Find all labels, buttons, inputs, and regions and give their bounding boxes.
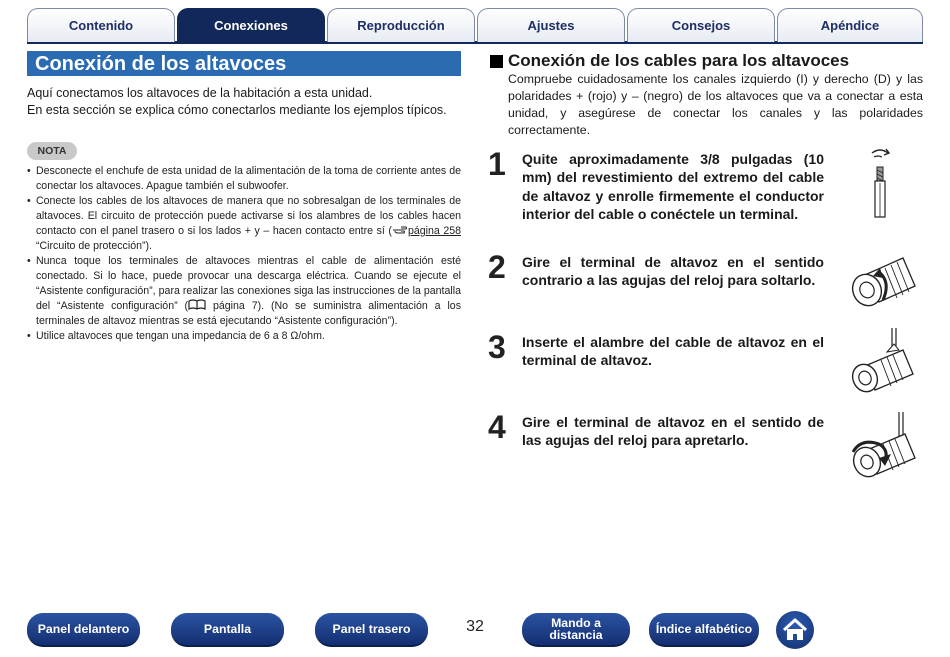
tab-conexiones[interactable]: Conexiones [177, 8, 325, 42]
nav-pantalla[interactable]: Pantalla [171, 613, 284, 647]
nota-item [27, 254, 461, 329]
step-text: Gire el terminal de altavoz en el sentido contrario a las agujas del reloj para soltarlo. [522, 254, 824, 289]
nota-text: Desconecte el enchufe de esta unidad de la alimentación de la toma de corriente antes de conectar los altavoces. Apague también el subwoofer. [36, 165, 461, 192]
terminal-insert-icon [847, 328, 917, 394]
page-link[interactable]: página 258 [407, 225, 462, 237]
nota-text: Utilice altavoces que tengan una impedancia de 6 a 8 Ω/ohm. [36, 330, 325, 342]
cables-description: Compruebe cuidadosamente los canales izquierdo (I) y derecho (D) y las polaridades + (rojo) y – (negro) de los altavoces que va a conectar a esta unidad, y asegúrese de conectar los canales y las polaridades correctamente. [508, 72, 923, 137]
chapter-tabs [27, 8, 923, 44]
section-title: Conexión de los altavoces [27, 51, 461, 76]
step-text: Inserte el alambre del cable de altavoz en el terminal de altavoz. [522, 334, 824, 369]
tab-apendice[interactable]: Apéndice [777, 8, 923, 42]
step-number: 3 [488, 329, 506, 365]
step-number: 4 [488, 409, 506, 445]
step-text: Quite aproximadamente 3/8 pulgadas (10 mm) del revestimiento del extremo del cable de altavoz y enrolle firmemente el conductor interior del cable o conéctele un terminal. [522, 151, 824, 222]
tab-reproduccion[interactable]: Reproducción [327, 8, 475, 42]
tab-consejos[interactable]: Consejos [627, 8, 775, 42]
pointing-hand-icon [392, 225, 408, 235]
wire-strip-icon [860, 145, 900, 220]
cables-heading-text: Conexión de los cables para los altavoces [508, 51, 850, 70]
home-icon [776, 611, 814, 649]
nav-mando-a-distancia[interactable]: Mando a distancia [522, 613, 630, 647]
nota-item [27, 164, 461, 194]
square-bullet-icon [490, 55, 503, 68]
cables-heading [490, 51, 925, 71]
step-number: 1 [488, 146, 506, 182]
nota-item [27, 194, 461, 254]
nota-text: página 7). (No se suministra alimentación a los terminales de altavoz mientras se está ejecutando “Asistente configuración”). [36, 300, 461, 327]
home-button[interactable] [776, 611, 814, 649]
nav-panel-trasero[interactable]: Panel trasero [315, 613, 428, 647]
terminal-loosen-icon [845, 248, 920, 310]
nav-indice-alfabetico[interactable]: Índice alfabético [649, 613, 759, 647]
section-intro: Aquí conectamos los altavoces de la habitación a esta unidad. En esta sección se explica cómo conectarlos mediante los ejemplos típicos. [27, 86, 447, 117]
tab-ajustes[interactable]: Ajustes [477, 8, 625, 42]
step-number: 2 [488, 249, 506, 285]
nav-panel-delantero[interactable]: Panel delantero [27, 613, 140, 647]
nota-list [27, 164, 461, 344]
nota-item [27, 329, 461, 344]
nota-badge: NOTA [27, 142, 77, 160]
nota-text: “Circuito de protección”). [36, 240, 152, 252]
terminal-tighten-icon [847, 412, 922, 480]
page-number: 32 [466, 618, 484, 635]
tab-contenido[interactable]: Contenido [27, 8, 175, 42]
nota-text: Conecte los cables de los altavoces de manera que no sobresalgan de los terminales de altavoces. El circuito de protección puede activarse si los alambres de los cables hacen contacto con el panel trasero o si los lados + y – hacen contacto entre sí ( [36, 195, 461, 237]
step-text: Gire el terminal de altavoz en el sentido de las agujas del reloj para apretarlo. [522, 414, 824, 449]
nota-text: Nunca toque los terminales de altavoces mientras el cable de alimentación esté conectado. Si lo hace, puede provocar una descarga eléctrica. Cuando se ejecute el “Asistente configuración”, para realizar las conexiones siga las instrucciones de la pantalla del “Asistente configuración” ( [36, 255, 461, 312]
open-book-icon [188, 299, 206, 310]
